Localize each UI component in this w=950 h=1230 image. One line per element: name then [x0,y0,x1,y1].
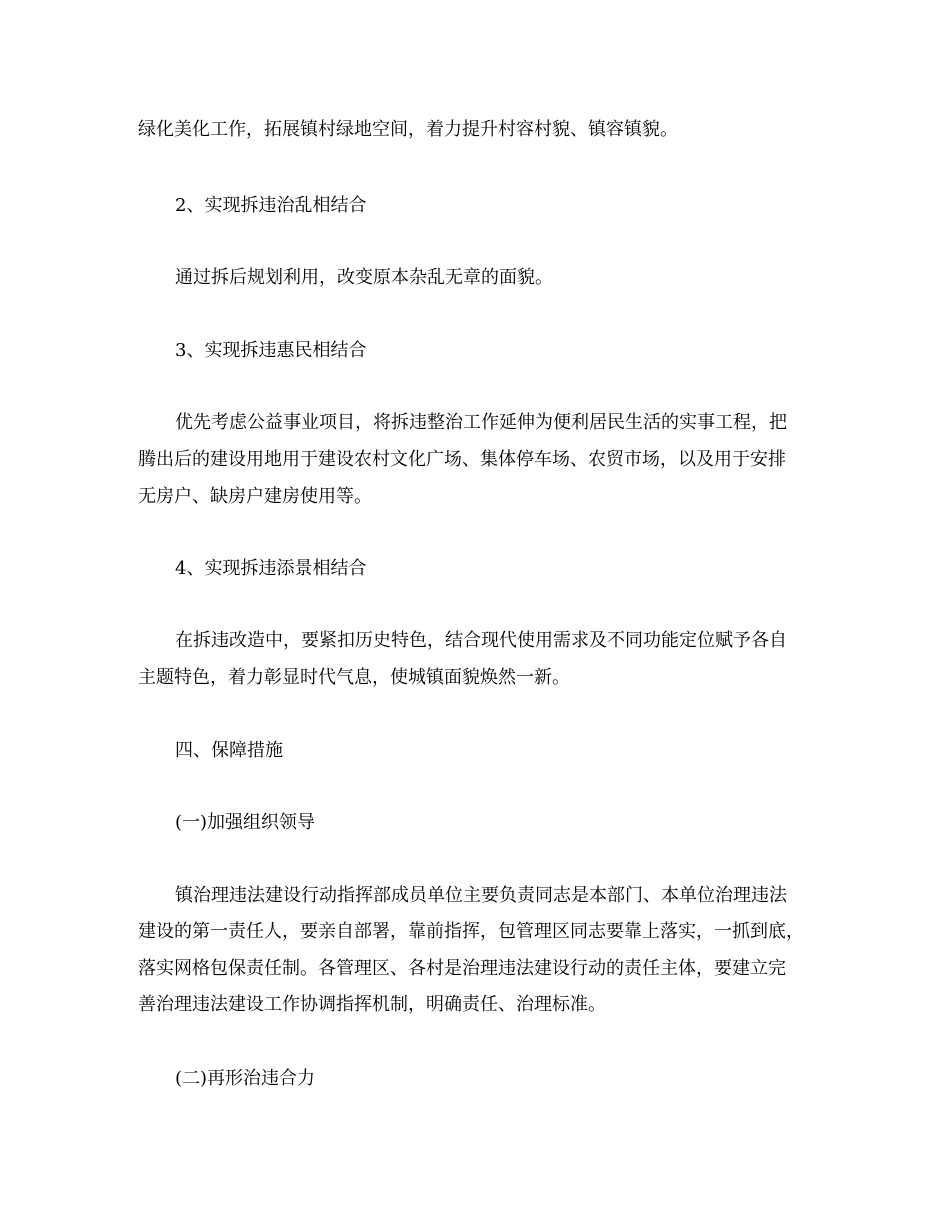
section-heading: 四、保障措施 [175,740,283,761]
paragraph-line: 主题特色，着力彰显时代气息，使城镇面貌焕然一新。 [138,667,570,688]
subsection-heading: (二)再形治违合力 [175,1068,316,1089]
paragraph-line: 腾出后的建设用地用于建设农村文化广场、集体停车场、农贸市场，以及用于安排 [138,449,786,470]
section-heading: 3、实现拆违惠民相结合 [175,340,367,361]
section-heading: 4、实现拆违添景相结合 [175,558,367,579]
paragraph-line: 落实网格包保责任制。各管理区、各村是治理违法建设行动的责任主体，要建立完 [138,958,786,979]
paragraph-line: 通过拆后规划利用，改变原本杂乱无章的面貌。 [175,267,553,288]
paragraph-line: 建设的第一责任人，要亲自部署，靠前指挥，包管理区同志要靠上落实，一抓到底， [138,921,804,942]
paragraph-line: 无房户、缺房户建房使用等。 [138,486,372,507]
paragraph-line: 优先考虑公益事业项目，将拆违整治工作延伸为便利居民生活的实事工程，把 [175,412,787,433]
paragraph-line: 镇治理违法建设行动指挥部成员单位主要负责同志是本部门、本单位治理违法 [175,885,787,906]
paragraph-line: 绿化美化工作，拓展镇村绿地空间，着力提升村容村貌、镇容镇貌。 [138,119,678,140]
subsection-heading: (一)加强组织领导 [175,812,316,833]
paragraph-line: 在拆违改造中，要紧扣历史特色，结合现代使用需求及不同功能定位赋予各自 [175,630,787,651]
section-heading: 2、实现拆违治乱相结合 [175,195,367,216]
paragraph-line: 善治理违法建设工作协调指挥机制，明确责任、治理标准。 [138,994,606,1015]
